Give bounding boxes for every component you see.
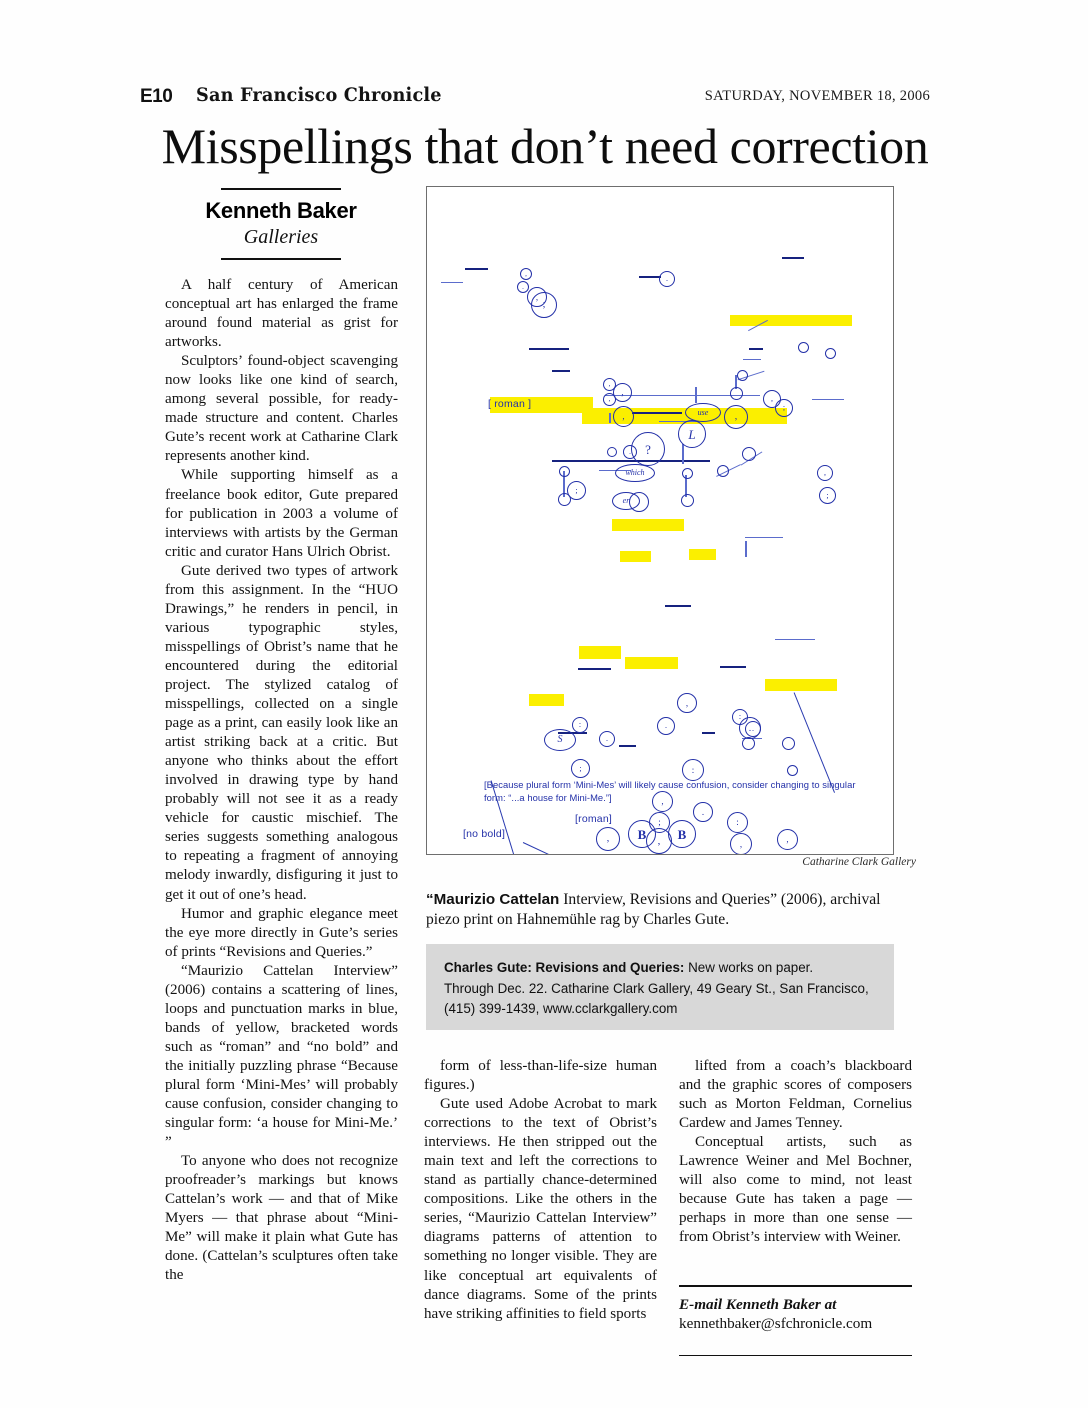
proof-mark: ? <box>631 432 665 466</box>
proof-mark: , <box>652 791 673 812</box>
proof-mark: ; <box>531 292 557 318</box>
connector-line <box>682 444 684 464</box>
strike-line <box>775 639 815 640</box>
byline-rule-top <box>221 188 341 190</box>
paragraph: “Maurizio Cattelan Interview” (2006) contains a scattering of lines, loops and punctuation marks in blue, bands of yellow, bracketed words such as “roman” and “no bold” and the initially puzzling phrase “Because plural form ‘Mini-Mes’ will probably cause confusion, consider changing to singular form: ‘a house for Mini-Me.’ ” <box>165 962 398 1151</box>
strike-line <box>578 668 611 670</box>
loop-mark <box>787 765 798 776</box>
strike-line <box>632 412 682 414</box>
highlight-band <box>765 679 837 691</box>
contact-rule-top <box>679 1285 912 1287</box>
paragraph: Gute derived two types of artwork from this assignment. In the “HUO Drawings,” he renders in pencil, in various typographic styles, misspellings of Obrist’s name that he encountered during the editorial project. The stylized catalog of misspellings, collected on a single page as a print, can easily look like an artist striking back at a critic. But anyone who thinks about the effort involved in drawing type by hand probably will not see it as a ready vehicle for caustic mischief. The series suggests something analogous to repeating a fragment of annoying melody inwardly, disfiguring it just to get it out of one’s head. <box>165 562 398 903</box>
article-column-one <box>165 276 398 1285</box>
strike-line <box>619 745 636 747</box>
caption-bold-lead: “Maurizio Cattelan <box>426 891 560 908</box>
issue-date: SATURDAY, NOVEMBER 18, 2006 <box>704 88 930 104</box>
proof-mark: : <box>727 812 748 833</box>
photo-credit: Catharine Clark Gallery <box>802 856 916 868</box>
proof-mark: . <box>517 281 529 293</box>
caption-rest: Interview, Revisions and Queries” (2006), archival piezo print on Hahnemühle rag by Charles Gute. <box>426 891 881 928</box>
roman-tag-lower: [roman] <box>575 813 612 825</box>
proof-mark: . <box>629 492 649 512</box>
artwork-canvas <box>427 187 893 854</box>
strike-line <box>465 268 488 270</box>
highlight-band <box>620 551 651 562</box>
page-title: Misspellings that don’t need correction <box>161 118 929 174</box>
proof-mark: , <box>677 693 697 713</box>
proof-mark: , <box>520 268 532 280</box>
byline-column-name: Galleries <box>243 226 319 248</box>
proof-mark: L <box>678 420 706 448</box>
loop-mark <box>737 370 748 381</box>
strike-line <box>665 605 691 607</box>
proof-mark: , <box>613 406 634 427</box>
proof-mark: ; <box>567 481 586 500</box>
strike-line <box>812 399 844 400</box>
byline-rule-bottom <box>221 258 341 260</box>
infobox-details: Through Dec. 22. Catharine Clark Gallery, 49 Geary St., San Francisco, <box>444 980 869 996</box>
contact-label: E-mail Kenneth Baker at <box>679 1295 837 1313</box>
roman-tag-upper: [ roman ] <box>488 398 532 410</box>
loop-mark <box>742 737 755 750</box>
highlight-band <box>689 549 716 560</box>
loop-mark <box>607 447 617 457</box>
exhibition-infobox <box>426 944 894 1030</box>
connector-line <box>745 541 747 557</box>
proof-mark: , <box>817 465 833 481</box>
proof-mark: which <box>615 464 655 482</box>
proof-mark: , <box>527 287 547 307</box>
loop-mark <box>717 465 729 477</box>
loop-mark <box>798 342 809 353</box>
proof-mark: , <box>724 405 748 429</box>
proof-mark: : <box>572 717 588 733</box>
strike-line <box>529 348 569 350</box>
proof-mark: , <box>603 393 616 406</box>
highlight-band <box>579 646 621 659</box>
proof-mark: . <box>693 802 713 822</box>
byline-author: Kenneth Baker <box>205 198 357 223</box>
proof-mark: . <box>659 271 675 287</box>
loop-mark <box>742 447 756 461</box>
highlight-band <box>612 519 684 531</box>
highlight-band <box>529 694 564 706</box>
strike-line <box>749 348 763 350</box>
proof-mark: , <box>613 383 632 402</box>
loop-mark <box>782 737 795 750</box>
strike-line <box>552 370 570 372</box>
artwork-image <box>426 186 894 855</box>
connector-line <box>609 413 611 423</box>
infobox-title: Charles Gute: Revisions and Queries: <box>444 960 685 975</box>
article-column-two <box>424 1057 657 1324</box>
proof-mark: . <box>657 717 675 735</box>
strike-line <box>702 732 715 734</box>
connector-line <box>695 387 697 403</box>
no-bold-tag: [no bold] <box>463 828 506 840</box>
proof-mark: use <box>685 403 721 422</box>
proof-mark: , <box>730 833 752 855</box>
paragraph: A half century of American conceptual art has enlarged the frame around found material as grist for artworks. <box>165 277 398 351</box>
proof-mark: . <box>599 731 615 747</box>
paragraph: lifted from a coach’s blackboard and the graphic scores of composers such as Morton Feldman, Cornelius Cardew and James Tenney. <box>679 1058 912 1132</box>
strike-line <box>552 460 710 462</box>
loop-mark <box>681 494 694 507</box>
paragraph: To anyone who does not recognize proofreader’s markings but knows Cattelan’s work — and that of Mike Myers — that phrase about “Mini-Me” will make it plain what Gute has done. (Cattelan’s sculptures often take the <box>165 1153 398 1284</box>
loop-mark <box>559 466 570 477</box>
leader-line <box>523 842 558 855</box>
proof-mark: : <box>732 709 748 725</box>
loop-mark <box>730 387 743 400</box>
proof-mark: ; <box>819 487 836 504</box>
strike-line <box>782 257 804 259</box>
proof-mark: . <box>623 445 637 459</box>
highlight-band <box>625 657 678 669</box>
strike-line <box>720 666 746 668</box>
contact-rule-bottom <box>679 1355 912 1357</box>
proof-mark: B <box>668 820 696 848</box>
note-leader-right <box>793 692 835 793</box>
proof-mark: : <box>682 759 704 781</box>
paragraph: While supporting himself as a freelance book editor, Gute prepared for publication in 2003 a volume of interviews with artists by the German critic and curator Hans Ulrich Obrist. <box>165 467 398 560</box>
byline-block <box>165 188 397 260</box>
proof-mark: S <box>544 729 576 751</box>
page-folio: E10 <box>140 86 173 107</box>
loop-mark <box>825 348 836 359</box>
proof-mark: er <box>612 492 640 510</box>
connector-line <box>745 537 783 538</box>
strike-line <box>639 276 661 278</box>
proof-mark: . <box>739 717 761 739</box>
proof-mark: ; <box>775 399 793 417</box>
paragraph: Sculptors’ found-object scavenging now looks like one kind of search, among several possible, for ready-made structure and content. Charles Gute’s recent work at Catharine Clark represents another kind. <box>165 353 398 465</box>
infobox-contact: (415) 399-1439, www.cclarkgallery.com <box>444 1001 678 1016</box>
proof-mark: , <box>596 827 620 851</box>
proof-mark: , <box>646 828 672 854</box>
loop-mark <box>558 493 571 506</box>
proof-mark: , <box>603 378 616 391</box>
proof-mark: , <box>763 390 781 408</box>
loop-mark <box>682 468 693 479</box>
proof-mark: . <box>745 721 761 737</box>
highlight-band <box>730 315 852 326</box>
contact-email[interactable]: kennethbaker@sfchronicle.com <box>679 1314 873 1332</box>
connector-line <box>441 282 463 283</box>
paragraph: Gute used Adobe Acrobat to mark corrections to the text of Obrist’s interviews. He then stripped out the main text and left the corrections to stand as partially chance-determined compositions. Like the others in the series, “Maurizio Cattelan Interview” diagrams patterns of attention to something no longer visible. They are like conceptual art equivalents of dance diagrams. Some of the prints have striking affinities to field sports <box>424 1096 657 1322</box>
article-column-three <box>679 1057 912 1247</box>
paragraph: Conceptual artists, such as Lawrence Weiner and Mel Bochner, will also come to mind, not least because Gute has taken a page — perhaps in more than one sense — from Obrist’s interview with Weiner. <box>679 1134 912 1246</box>
artwork-caption <box>426 890 894 929</box>
proof-mark: B <box>628 820 656 848</box>
infobox-subtitle: New works on paper. <box>684 960 814 975</box>
publication-name: San Francisco Chronicle <box>196 84 442 106</box>
paragraph: Humor and graphic elegance meet the eye more directly in Gute’s series of prints “Revisions and Queries.” <box>165 905 398 960</box>
paragraph: form of less-than-life-size human figures.) <box>424 1058 657 1094</box>
strike-line <box>743 359 761 360</box>
proof-mark: , <box>777 829 798 850</box>
author-contact-block <box>679 1285 912 1356</box>
artwork-note: [Because plural form ‘Mini-Mes’ will likely cause confusion, consider changing to singular form: “...a house for Mini-Me.”] <box>484 779 856 803</box>
proof-mark: ; <box>649 812 670 833</box>
proof-mark: ; <box>571 759 590 778</box>
masthead <box>140 84 930 112</box>
